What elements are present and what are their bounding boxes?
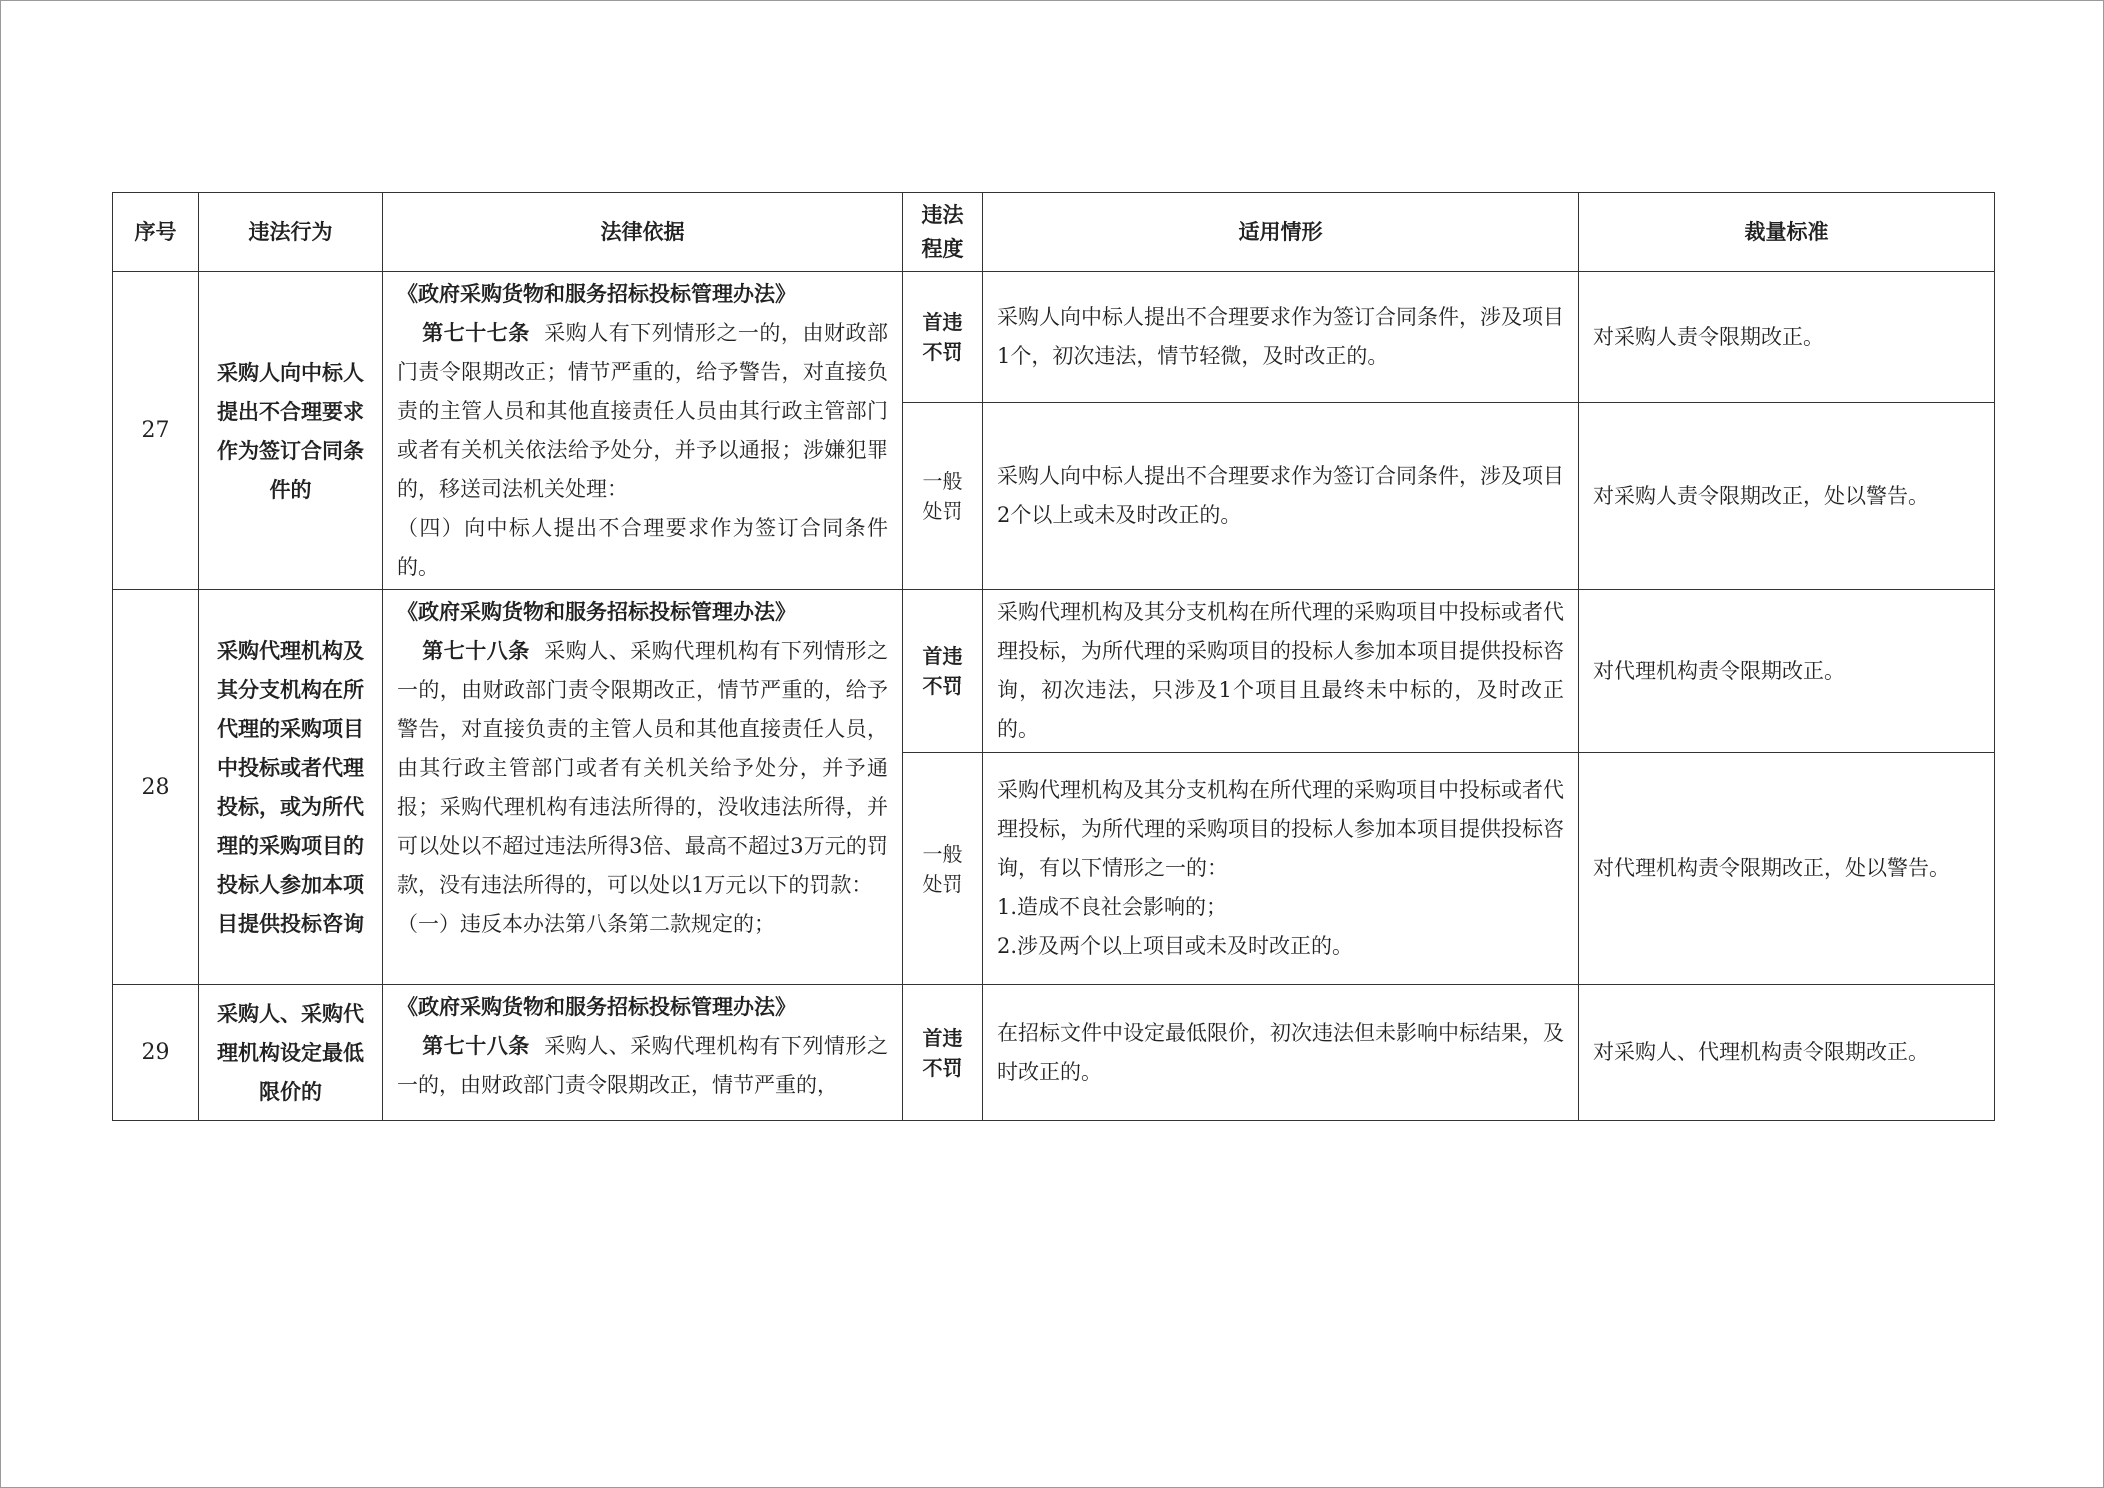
header-act: 违法行为 — [199, 193, 383, 272]
row-29-degree-1-line1: 首违 — [922, 1025, 963, 1050]
row-28-situation-2-text: 采购代理机构及其分支机构在所代理的采购项目中投标或者代理投标，为所代理的采购项目的投标人参加本项目提供投标咨询，有以下情形之一的： — [997, 778, 1564, 880]
row-29-law-title: 《政府采购货物和服务招标投标管理办法》 — [397, 994, 796, 1019]
row-29-no: 29 — [113, 985, 199, 1121]
header-degree — [903, 193, 983, 272]
row-28-article-text: 采购人、采购代理机构有下列情形之一的，由财政部门责令限期改正，情节严重的，给予警告，对直接负责的主管人员和其他直接责任人员，由其行政主管部门或者有关机关给予处分，并予通报；采购代理机构有违法所得的，没收违法所得，并可以处以不超过违法所得3倍、最高不超过3万元的罚款，没有违法所得的，可以处以1万元以下的罚款： — [397, 639, 889, 897]
row-27-no: 27 — [113, 272, 199, 590]
row-27-degree-1-line1: 首违 — [922, 310, 963, 335]
row-28-situation-2-item-2: 2.涉及两个以上项目或未及时改正的。 — [997, 934, 1354, 958]
row-27-basis — [383, 272, 903, 590]
row-29-situation-1: 在招标文件中设定最低限价，初次违法但未影响中标结果，及时改正的。 — [983, 985, 1579, 1121]
penalty-discretion-table — [112, 192, 1995, 1121]
row-27-clause: （四）向中标人提出不合理要求作为签订合同条件的。 — [397, 516, 888, 579]
row-28-degree-1-line1: 首违 — [922, 644, 963, 668]
header-basis: 法律依据 — [383, 193, 903, 272]
row-27-article-paragraph — [397, 313, 888, 509]
header-degree-line1: 违法 — [921, 202, 964, 227]
row-29-degree-1 — [903, 985, 983, 1121]
row-27-act: 采购人向中标人提出不合理要求作为签订合同条件的 — [199, 272, 383, 590]
row-29-degree-1-line2: 不罚 — [922, 1055, 963, 1080]
row-28-no: 28 — [113, 590, 199, 985]
row-28-article-paragraph — [397, 631, 888, 905]
row-28-standard-1: 对代理机构责令限期改正。 — [1579, 590, 1995, 753]
row-28-degree-2 — [903, 753, 983, 985]
row-27-article-text: 采购人有下列情形之一的，由财政部门责令限期改正；情节严重的，给予警告，对直接负责的主管人员和其他直接责任人员由其行政主管部门或者有关机关依法给予处分，并予以通报；涉嫌犯罪的，移送司法机关处理： — [397, 321, 889, 501]
row-29-article-number: 第七十八条 — [422, 1033, 530, 1058]
row-29-article-text: 采购人、采购代理机构有下列情形之一的，由财政部门责令限期改正，情节严重的， — [397, 1034, 889, 1097]
row-28-situation-2 — [983, 753, 1579, 985]
row-27-situation-2: 采购人向中标人提出不合理要求作为签订合同条件，涉及项目2个以上或未及时改正的。 — [983, 403, 1579, 590]
row-29-act: 采购人、采购代理机构设定最低限价的 — [199, 985, 383, 1121]
header-situation: 适用情形 — [983, 193, 1579, 272]
row-28-article-number: 第七十八条 — [422, 638, 530, 663]
row-29-standard-1: 对采购人、代理机构责令限期改正。 — [1579, 985, 1995, 1121]
row-27-standard-1: 对采购人责令限期改正。 — [1579, 272, 1995, 403]
row-28-situation-2-item-1: 1.造成不良社会影响的； — [997, 895, 1228, 919]
row-27-degree-1-line2: 不罚 — [922, 340, 963, 365]
row-28-degree-1 — [903, 590, 983, 753]
header-row — [113, 193, 1995, 272]
table-row-28-level-1 — [113, 590, 1995, 753]
row-27-article-number: 第七十七条 — [422, 320, 530, 345]
row-28-law-title: 《政府采购货物和服务招标投标管理办法》 — [397, 599, 796, 624]
row-27-degree-2-line2: 处罚 — [922, 499, 963, 524]
row-28-degree-2-line1: 一般 — [922, 841, 963, 866]
row-27-degree-1 — [903, 272, 983, 403]
row-27-degree-2 — [903, 403, 983, 590]
row-27-law-title: 《政府采购货物和服务招标投标管理办法》 — [397, 281, 796, 306]
header-degree-line2: 程度 — [921, 236, 964, 261]
row-28-degree-1-line2: 不罚 — [922, 674, 963, 698]
row-28-degree-2-line2: 处罚 — [922, 871, 963, 896]
row-27-situation-1: 采购人向中标人提出不合理要求作为签订合同条件，涉及项目1个，初次违法，情节轻微，及时改正的。 — [983, 272, 1579, 403]
row-28-clause: （一）违反本办法第八条第二款规定的； — [397, 912, 775, 936]
row-28-standard-2: 对代理机构责令限期改正，处以警告。 — [1579, 753, 1995, 985]
row-27-degree-2-line1: 一般 — [922, 469, 963, 494]
row-27-standard-2: 对采购人责令限期改正，处以警告。 — [1579, 403, 1995, 590]
row-29-basis — [383, 985, 903, 1121]
header-standard: 裁量标准 — [1579, 193, 1995, 272]
row-28-situation-1: 采购代理机构及其分支机构在所代理的采购项目中投标或者代理投标，为所代理的采购项目的投标人参加本项目提供投标咨询，初次违法，只涉及1个项目且最终未中标的，及时改正的。 — [983, 590, 1579, 753]
row-28-basis — [383, 590, 903, 985]
header-no: 序号 — [113, 193, 199, 272]
table-row-29 — [113, 985, 1995, 1121]
row-29-article-paragraph — [397, 1026, 888, 1105]
row-28-act: 采购代理机构及其分支机构在所代理的采购项目中投标或者代理投标，或为所代理的采购项目的投标人参加本项目提供投标咨询 — [199, 590, 383, 985]
table-row-27-level-1 — [113, 272, 1995, 403]
